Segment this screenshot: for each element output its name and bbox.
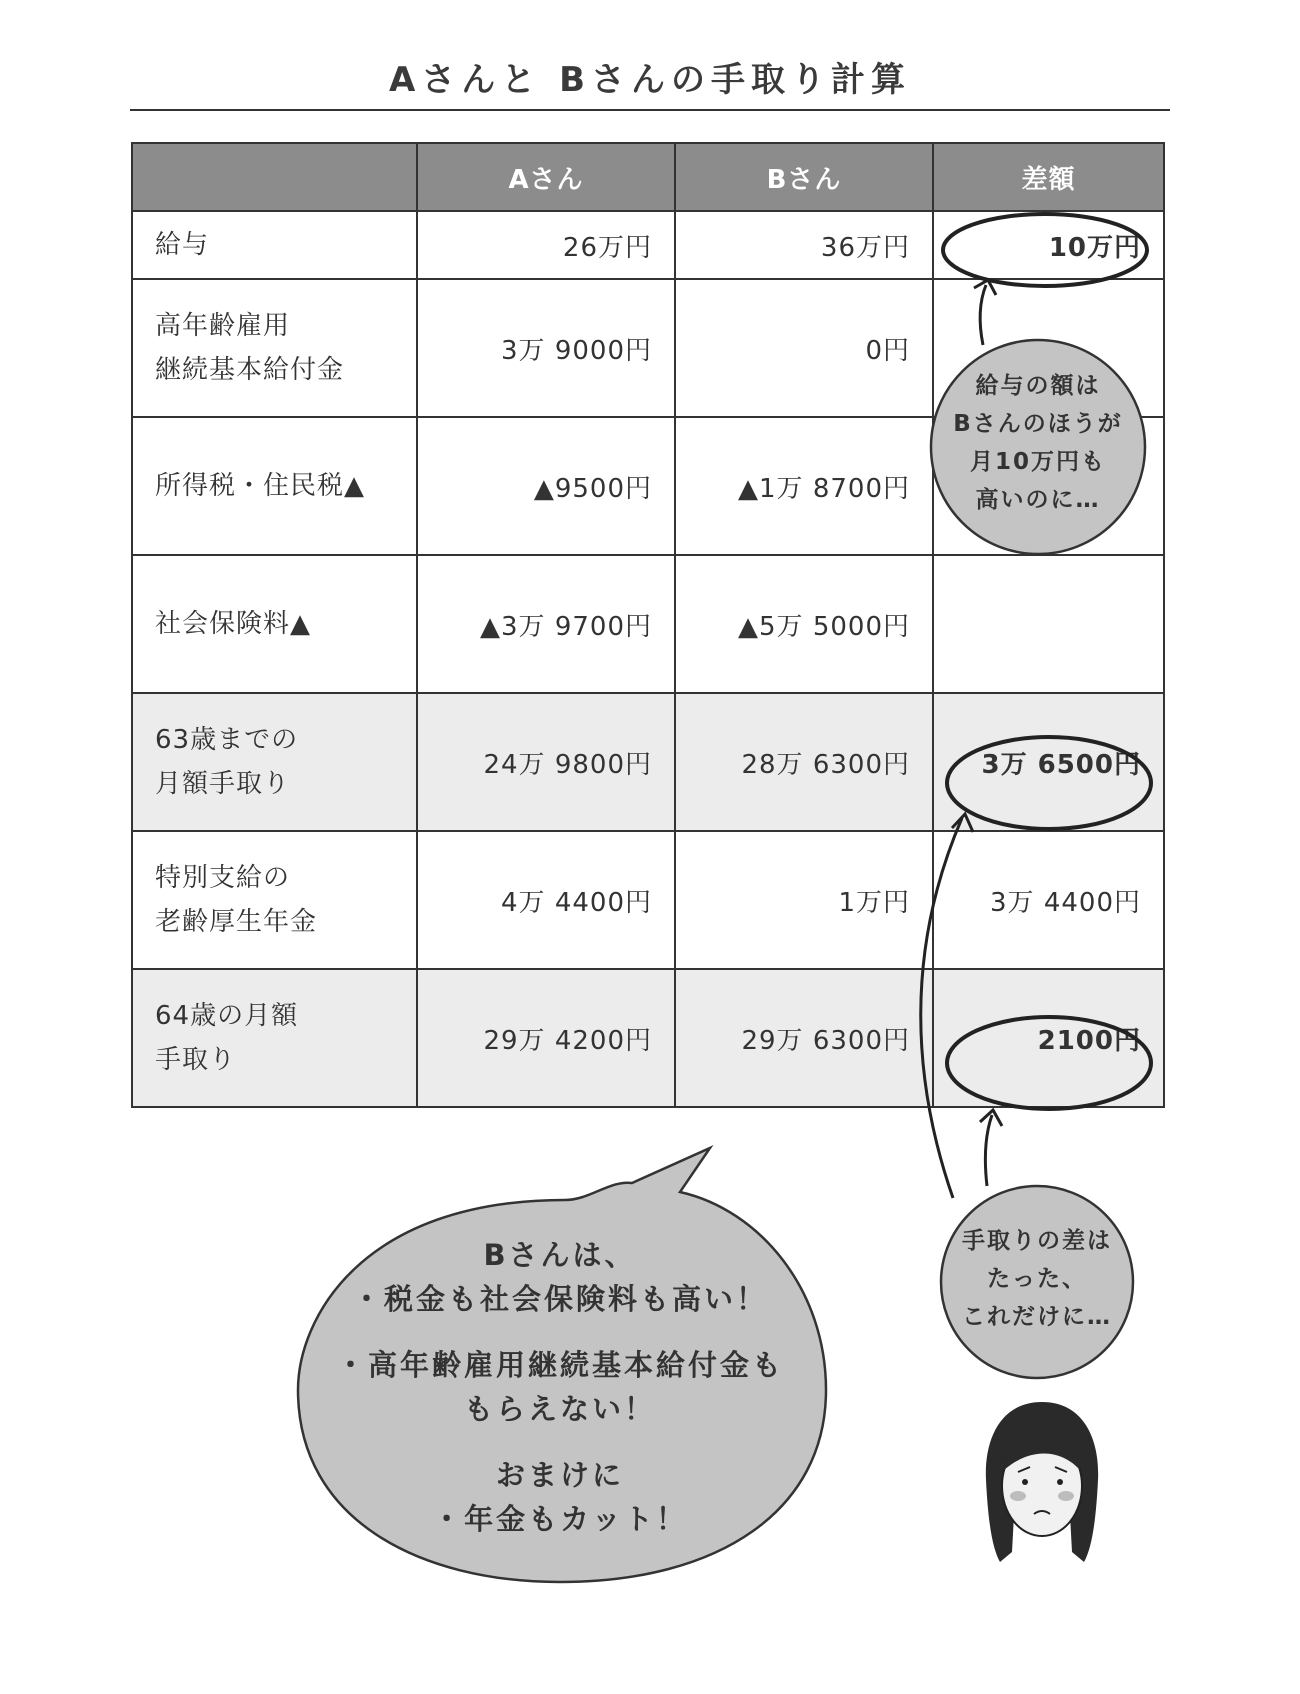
row-label-line: 月額手取り — [155, 769, 291, 799]
cell-diff: 10万円 — [933, 211, 1164, 279]
comment-line: 給与の額は — [975, 373, 1101, 399]
row-label-line: 所得税・住民税▲ — [155, 471, 365, 501]
row-label-line: 高年齢雇用 — [155, 311, 291, 341]
header-difference: 差額 — [933, 143, 1164, 211]
cell-diff: 2100円 — [933, 969, 1164, 1107]
comment-line: もらえない！ — [463, 1392, 656, 1426]
arrow-to-net-64 — [985, 1115, 992, 1186]
cell-b: ▲1万 8700円 — [675, 417, 933, 555]
cell-a: 26万円 — [417, 211, 675, 279]
comment-line: たった、 — [987, 1266, 1087, 1292]
comment-line: おまけに — [495, 1458, 624, 1492]
comment-line: 手取りの差は — [962, 1228, 1112, 1254]
header-person-a: Aさん — [417, 143, 675, 211]
row-label-line: 給与 — [155, 230, 210, 260]
cell-a: ▲3万 9700円 — [417, 555, 675, 693]
cell-b: 0円 — [675, 279, 933, 417]
salary-comment-text — [935, 367, 1141, 519]
row-label-line: 63歳までの — [155, 725, 299, 755]
row-label-line: 手取り — [155, 1045, 237, 1075]
row-label-line: 老齢厚生年金 — [155, 907, 318, 937]
cell-diff: 3万 6500円 — [933, 693, 1164, 831]
cell-a: ▲9500円 — [417, 417, 675, 555]
cell-a: 24万 9800円 — [417, 693, 675, 831]
comment-line: ・高年齢雇用継続基本給付金も — [335, 1348, 784, 1382]
cell-b: 28万 6300円 — [675, 693, 933, 831]
comment-line: 高いのに… — [975, 487, 1101, 513]
comment-line: 月10万円も — [969, 449, 1106, 475]
cell-a: 4万 4400円 — [417, 831, 675, 969]
row-label-line: 特別支給の — [155, 863, 291, 893]
cell-b: ▲5万 5000円 — [675, 555, 933, 693]
arrowhead-icon — [952, 814, 973, 832]
comment-line: ・税金も社会保険料も高い！ — [351, 1282, 768, 1316]
header-person-b: Bさん — [675, 143, 933, 211]
arrow-to-net-63 — [921, 818, 962, 1198]
net-comment-text — [945, 1222, 1129, 1336]
cell-diff: 3万 4400円 — [933, 831, 1164, 969]
row-label-line: 継続基本給付金 — [155, 355, 345, 385]
cell-b: 36万円 — [675, 211, 933, 279]
arrow-to-salary — [980, 285, 986, 345]
cell-b: 1万円 — [675, 831, 933, 969]
highlight-oval-net-64 — [947, 1017, 1151, 1109]
main-comment-text — [310, 1233, 810, 1541]
highlight-oval-salary — [943, 214, 1147, 286]
row-label-line: 社会保険料▲ — [155, 609, 311, 639]
comment-line: Bさんは、 — [483, 1238, 637, 1272]
row-label-line: 64歳の月額 — [155, 1001, 299, 1031]
comment-line: ・年金もカット！ — [432, 1502, 688, 1536]
highlight-oval-net-63 — [947, 737, 1151, 829]
cell-b: 29万 6300円 — [675, 969, 933, 1107]
cell-a: 29万 4200円 — [417, 969, 675, 1107]
comment-line: これだけに… — [962, 1304, 1112, 1330]
cell-a: 3万 9000円 — [417, 279, 675, 417]
worried-woman-icon — [986, 1402, 1098, 1562]
comment-line: Bさんのほうが — [953, 411, 1123, 437]
page-title: Aさんと Bさんの手取り計算 — [388, 60, 912, 100]
